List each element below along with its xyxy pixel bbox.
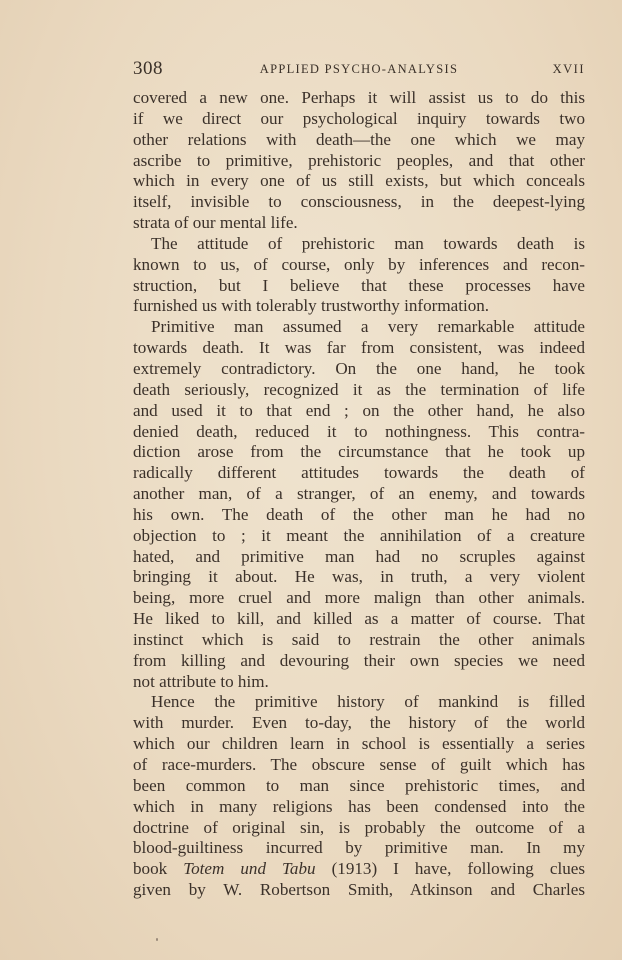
text-line: which in many religions has been condensed into the: [133, 796, 585, 816]
paragraph-start-line: Hence the primitive history of mankind is filled: [151, 692, 585, 712]
text-line: if we direct our psychological inquiry towards two: [133, 108, 585, 128]
text-line: blood-guiltiness incurred by primitive man. In my: [133, 838, 585, 858]
text-line: itself, invisible to consciousness, in the deepest-lying: [133, 192, 585, 212]
paper-speck: [156, 938, 158, 941]
text-line: which our children learn in school is essentially a series: [133, 734, 585, 754]
text-line: doctrine of original sin, is probably the outcome of a: [133, 817, 585, 837]
text-line: death seriously, recognized it as the termination of life: [133, 379, 585, 399]
text-line: with murder. Even to-day, the history of the world: [133, 713, 585, 733]
text-line: strata of our mental life.: [133, 213, 298, 233]
paragraph-start-line: Primitive man assumed a very remarkable attitude: [151, 317, 585, 337]
text-line: towards death. It was far from consistent, was indeed: [133, 338, 585, 358]
text-line: extremely contradictory. On the one hand, he took: [133, 358, 585, 378]
text-line: of race-murders. The obscure sense of guilt which has: [133, 755, 585, 774]
text-line: been common to man since prehistoric times, and: [133, 775, 585, 795]
text-line: bringing it about. He was, in truth, a very violent: [133, 567, 585, 587]
text-line: He liked to kill, and killed as a matter of course. That: [133, 609, 585, 629]
text-line: known to us, of course, only by inferences and recon-: [133, 254, 585, 274]
text-line: instinct which is said to restrain the other animals: [133, 629, 585, 649]
text-line: diction arose from the circumstance that he took up: [133, 442, 585, 462]
text-line: denied death, reduced it to nothingness. This contra-: [133, 421, 585, 441]
text-line: being, more cruel and more malign than other animals.: [133, 588, 585, 608]
text-line: his own. The death of the other man he had no: [133, 504, 585, 524]
running-header: [133, 58, 585, 80]
book-title: Totem und Tabu: [183, 859, 316, 879]
text-line: hated, and primitive man had no scruples against: [133, 546, 585, 566]
text-line: another man, of a stranger, of an enemy, and towards: [133, 484, 585, 504]
text-line: struction, but I believe that these processes have: [133, 275, 585, 295]
text-line: objection to ; it meant the annihilation of a creature: [133, 525, 585, 545]
paragraph-start-line: The attitude of prehistoric man towards death is: [151, 233, 585, 253]
chapter-number: XVII: [552, 62, 585, 76]
text-line: covered a new one. Perhaps it will assist us to do this: [133, 88, 585, 107]
page-number: 308: [133, 58, 163, 79]
text-line: and used it to that end ; on the other hand, he also: [133, 400, 585, 420]
text-line: furnished us with tolerably trustworthy information.: [133, 296, 490, 316]
text-line: radically different attitudes towards the death of: [133, 463, 585, 483]
text-line: from killing and devouring their own species we need: [133, 650, 585, 670]
text-line: given by W. Robertson Smith, Atkinson and Charles: [133, 880, 585, 900]
text-line-with-book-title: [133, 859, 585, 880]
running-title: APPLIED PSYCHO-ANALYSIS: [259, 62, 459, 76]
text-line: other relations with death—the one which we may: [133, 129, 585, 149]
text-line: which in every one of us still exists, but which conceals: [133, 171, 585, 191]
body-text: [133, 88, 585, 901]
text-fragment: book: [133, 859, 184, 879]
text-line: ascribe to primitive, prehistoric peoples, and that other: [133, 150, 585, 170]
text-fragment: (1913) I have, following clues: [315, 859, 585, 879]
text-line: not attribute to him.: [133, 671, 269, 691]
